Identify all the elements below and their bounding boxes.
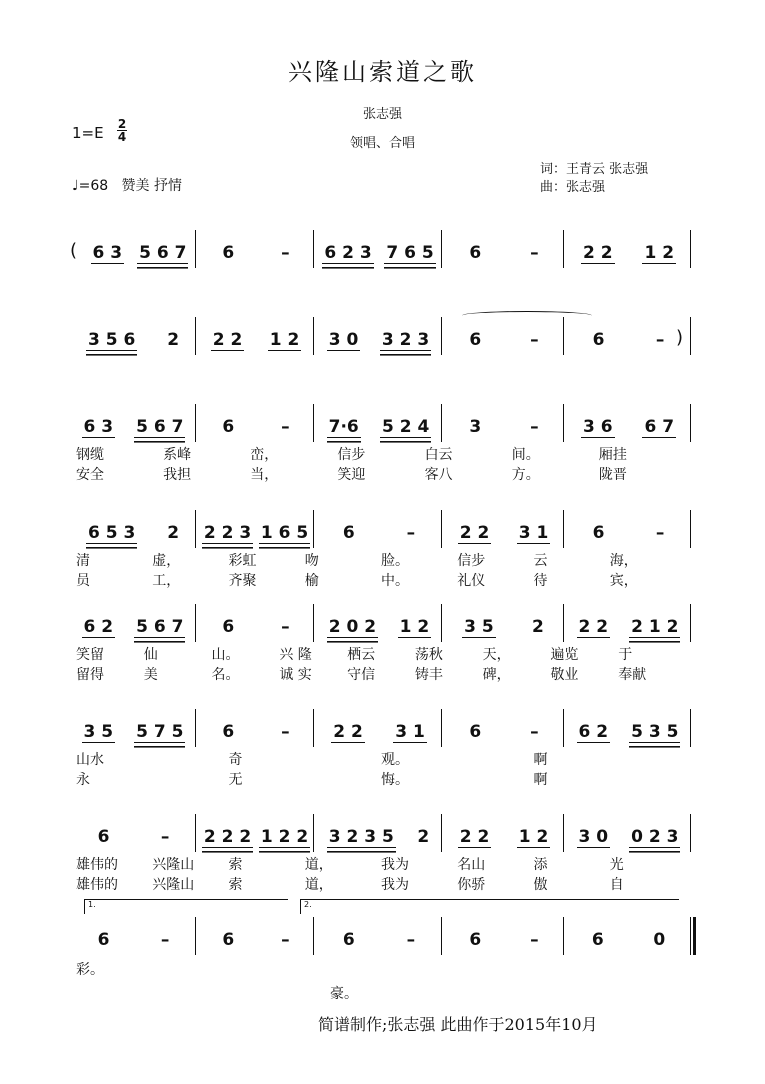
note-group: 6: [222, 722, 235, 742]
lyric-word: 观。: [381, 752, 409, 768]
key-signature: 1=E: [72, 124, 104, 142]
barline: [563, 709, 564, 747]
lyric-word: 客八: [424, 467, 453, 483]
note-group: 3 1: [395, 721, 425, 742]
note-group: –: [160, 930, 170, 950]
lyric-word: 索: [228, 877, 243, 893]
measure: [317, 612, 441, 642]
note-group: 6: [469, 330, 482, 350]
note-group: 6: [97, 930, 110, 950]
lyric-word: 雄伟的: [76, 877, 118, 893]
lyric-word: 雄伟的: [76, 857, 118, 873]
lyric-word: 兴 隆: [279, 647, 312, 663]
note-group: 2 2: [578, 616, 609, 637]
note-group: 6 2 3: [324, 242, 372, 263]
lyric-line: [0, 749, 765, 767]
measure: [317, 925, 441, 955]
note-group: 6 2: [578, 721, 609, 742]
lyric-word: 待: [533, 573, 548, 589]
barline: [563, 814, 564, 852]
lyric-word: 笑迎: [337, 467, 366, 483]
note-group: 3 6: [582, 416, 613, 437]
barline: [195, 510, 196, 548]
repeat-paren-close: ): [676, 327, 684, 348]
performance-style: 领唱、合唱: [349, 136, 415, 151]
lyric-word: 名。: [211, 667, 240, 683]
barline: [690, 404, 691, 442]
note-group: 6: [222, 243, 235, 263]
lyric-word: 铸丰: [414, 667, 443, 683]
measure: [72, 925, 195, 955]
measure: [567, 325, 690, 355]
lyric-word: 美: [143, 667, 158, 683]
notes-row: [0, 238, 765, 268]
barline: [313, 814, 314, 852]
tempo-marking: [72, 175, 182, 195]
measure: [72, 518, 195, 548]
lyric-line: [0, 664, 765, 682]
note-group: 2 2: [333, 721, 363, 742]
barline: [441, 317, 442, 355]
tie-curve: [462, 311, 592, 320]
lyric-word: 敬业: [550, 667, 579, 683]
measure: [72, 612, 195, 642]
measure: [199, 822, 313, 852]
notes-row: [0, 612, 765, 642]
music-credit: 曲：张志强: [540, 180, 606, 195]
note-group: 3 5 6: [87, 329, 136, 350]
lyric-word: 安全: [76, 467, 104, 483]
barline: [313, 604, 314, 642]
composer-name: 张志强: [362, 107, 402, 122]
measure: [567, 412, 690, 442]
note-group: –: [655, 330, 665, 350]
repeat-paren-open: (: [70, 240, 78, 261]
score-system: [0, 822, 765, 902]
lyric-word: 当，: [250, 467, 279, 483]
barline: [313, 917, 314, 955]
note-group: –: [530, 722, 539, 742]
barline: [563, 317, 564, 355]
lyric-word: 我担: [163, 467, 192, 483]
note-group: 6 3: [92, 242, 123, 263]
lyric-word: 间。: [511, 447, 540, 463]
note-group: 6: [591, 930, 604, 950]
measure: [72, 717, 195, 747]
note-group: –: [406, 930, 416, 950]
barline: [195, 917, 196, 955]
measure: [567, 925, 690, 955]
lyric-word: 海，: [609, 553, 638, 569]
measure: [445, 822, 563, 852]
note-group: 7 6 5: [386, 242, 434, 263]
barline: [313, 510, 314, 548]
note-group: 2 2 3: [203, 522, 252, 543]
note-group: 2 2: [459, 826, 490, 847]
lyric-word: 荡秋: [414, 647, 443, 663]
lyric-word: 奇: [228, 752, 243, 768]
measure: [567, 518, 690, 548]
lyric-word: 遍览: [550, 647, 579, 663]
barline: [195, 230, 196, 268]
lyric-word: 彩虹: [228, 553, 257, 569]
barline: [441, 917, 442, 955]
lyric-word: 笑留: [76, 647, 104, 663]
score-system: [0, 900, 765, 1005]
barline: [441, 814, 442, 852]
barline: [563, 230, 564, 268]
note-group: 3: [469, 417, 482, 437]
score-system: [0, 717, 765, 797]
measure: [199, 925, 313, 955]
barline: [195, 404, 196, 442]
note-group: 2 2: [212, 329, 243, 350]
lyric-word: 啊: [533, 752, 548, 768]
lyric-word: 厢挂: [598, 447, 627, 463]
lyric-word: 信步: [337, 447, 366, 463]
note-group: 6 7: [644, 416, 675, 437]
lyric-line: [0, 644, 765, 662]
lyric-word: 光: [609, 857, 624, 873]
lyric-word: 彩。: [76, 962, 104, 978]
lyric-word: 山。: [211, 647, 240, 663]
measure: [199, 325, 313, 355]
lyric-word: 留得: [76, 667, 104, 683]
note-group: 6: [592, 330, 605, 350]
measure: [84, 238, 195, 268]
time-signature: [117, 118, 127, 143]
measure: [445, 412, 563, 442]
measure: [199, 518, 313, 548]
lyric-word: 天，: [482, 647, 511, 663]
note-group: 6: [592, 523, 605, 543]
note-group: 3 2 3 5: [328, 826, 394, 847]
lyric-word: 系峰: [163, 447, 192, 463]
measure: [567, 612, 690, 642]
lyric-word: 兴隆山: [152, 857, 195, 873]
notes-row: [0, 412, 765, 442]
note-group: 2: [532, 617, 544, 637]
lyric-word: 云: [533, 553, 548, 569]
notes-row: [0, 325, 765, 355]
note-group: –: [160, 827, 170, 847]
note-group: 1 2: [399, 616, 430, 637]
lyric-line: [0, 983, 765, 1001]
lyric-word: 自: [609, 877, 624, 893]
note-group: 6: [222, 417, 235, 437]
lyricist-credit: 词：王青云 张志强: [540, 162, 649, 177]
barline: [195, 604, 196, 642]
note-group: 6: [97, 827, 110, 847]
measure: [445, 717, 563, 747]
lyric-line: [0, 959, 765, 977]
measure: [317, 518, 441, 548]
measure: [72, 822, 195, 852]
barline: [313, 709, 314, 747]
note-group: 6 5 3: [87, 522, 136, 543]
note-group: –: [281, 417, 290, 437]
note-group: 6: [222, 930, 235, 950]
measure: [317, 412, 441, 442]
score-system: [0, 518, 765, 598]
lyric-word: 索: [228, 857, 243, 873]
note-group: 6: [469, 243, 482, 263]
note-group: –: [530, 330, 539, 350]
measure: [445, 925, 563, 955]
lyric-word: 信步: [457, 553, 486, 569]
lyric-word: 你骄: [457, 877, 486, 893]
note-group: 6: [342, 930, 355, 950]
lyric-word: 无: [228, 772, 243, 788]
barline: [690, 814, 691, 852]
lyric-word: 道，: [304, 877, 333, 893]
barline: [690, 317, 691, 355]
note-group: 6 2: [83, 616, 114, 637]
note-group: 3 0: [578, 826, 609, 847]
lyric-line: [0, 550, 765, 568]
lyric-line: [0, 874, 765, 892]
time-bottom: 4: [117, 130, 127, 144]
barline: [563, 604, 564, 642]
lyric-line: [0, 444, 765, 462]
note-group: 5 3 5: [631, 721, 679, 742]
note-group: 5 6 7: [136, 616, 184, 637]
lyric-word: 宾，: [609, 573, 638, 589]
lyric-word: 山水: [76, 752, 104, 768]
lyric-word: 礼仪: [457, 573, 486, 589]
barline: [563, 917, 564, 955]
note-group: 1 2: [518, 826, 549, 847]
note-group: –: [281, 722, 290, 742]
barline: [195, 814, 196, 852]
measure: [317, 325, 441, 355]
lyric-word: 齐聚: [228, 573, 257, 589]
lyric-word: 虚，: [152, 553, 181, 569]
note-group: 3 5: [83, 721, 114, 742]
measure: [199, 238, 313, 268]
note-group: 5 6 7: [136, 416, 184, 437]
lyric-word: 永: [76, 772, 90, 788]
lyric-word: 悔。: [381, 772, 409, 788]
measure: [445, 518, 563, 548]
lyric-line: [0, 854, 765, 872]
note-group: –: [281, 243, 290, 263]
lyric-word: 奉献: [618, 667, 647, 683]
note-group: 1 2: [269, 329, 300, 350]
tempo-value: ♩=68: [72, 178, 109, 194]
lyric-word: 栖云: [347, 647, 376, 663]
volta-first: 1.: [84, 899, 288, 914]
note-group: 6 3: [83, 416, 114, 437]
note-group: 5 6 7: [139, 242, 187, 263]
note-group: 3 5: [464, 616, 494, 637]
measure: [72, 412, 195, 442]
lyric-line: [0, 464, 765, 482]
lyric-word: 方。: [511, 467, 540, 483]
lyric-word: 仙: [143, 647, 158, 663]
note-group: 0 2 3: [631, 826, 679, 847]
measure: [445, 325, 563, 355]
lyric-word: 豪。: [330, 986, 358, 1002]
note-group: 6: [469, 722, 482, 742]
lyric-word: 陇晋: [598, 467, 627, 483]
barline: [441, 709, 442, 747]
lyric-word: 添: [533, 857, 548, 873]
score-system: [0, 412, 765, 492]
lyric-line: [0, 570, 765, 588]
lyric-word: 榆: [304, 573, 319, 589]
barline: [563, 510, 564, 548]
note-group: 0: [653, 930, 666, 950]
lyric-word: 于: [618, 647, 633, 663]
measure: [317, 822, 441, 852]
lyric-word: 碑，: [482, 667, 511, 683]
lyric-word: 员: [76, 573, 90, 589]
measure: [567, 822, 690, 852]
barline: [690, 917, 696, 955]
footer-credit: 简谱制作;张志强 此曲作于2015年10月: [318, 1015, 598, 1034]
note-group: 2: [167, 523, 180, 543]
note-group: 5 7 5: [136, 721, 184, 742]
song-title: 兴隆山索道之歌: [288, 58, 477, 86]
measure: [199, 612, 313, 642]
note-group: 6: [469, 930, 482, 950]
note-group: 3 1: [518, 522, 549, 543]
barline: [441, 404, 442, 442]
lyric-line: [0, 769, 765, 787]
measure: [317, 717, 441, 747]
note-group: 3 2 3: [381, 329, 430, 350]
lyric-word: 白云: [424, 447, 453, 463]
lyric-word: 清: [76, 553, 90, 569]
lyric-word: 道，: [304, 857, 333, 873]
lyric-word: 傲: [533, 877, 548, 893]
barline: [313, 404, 314, 442]
note-group: 2 1 2: [631, 616, 679, 637]
measure: [72, 325, 195, 355]
barline: [441, 510, 442, 548]
lyric-word: 中。: [381, 573, 409, 589]
note-group: –: [655, 523, 665, 543]
note-group: 2: [167, 330, 180, 350]
note-group: –: [281, 930, 290, 950]
score-system: [0, 612, 765, 692]
expression-text: 赞美 抒情: [121, 178, 182, 194]
note-group: –: [530, 417, 539, 437]
lyric-word: 兴隆山: [152, 877, 195, 893]
barline: [690, 510, 691, 548]
score-system: [0, 238, 765, 318]
lyric-word: 我为: [381, 877, 409, 893]
note-group: –: [406, 523, 416, 543]
note-group: 1 6 5: [260, 522, 309, 543]
note-group: 5 2 4: [382, 416, 430, 437]
lyric-word: 守信: [347, 667, 376, 683]
note-group: 2 0 2: [328, 616, 377, 637]
score-system: [0, 325, 765, 405]
note-group: 6: [342, 523, 355, 543]
barline: [690, 604, 691, 642]
note-group: 3 0: [328, 329, 359, 350]
note-group: 6: [222, 617, 235, 637]
barline: [313, 317, 314, 355]
lyric-word: 钢缆: [76, 447, 104, 463]
measure: [567, 238, 690, 268]
lyric-word: 脸。: [381, 553, 409, 569]
note-group: 2: [417, 827, 430, 847]
note-group: 7·6: [328, 416, 359, 437]
note-group: –: [530, 930, 539, 950]
barline: [441, 230, 442, 268]
barline: [313, 230, 314, 268]
notes-row: [0, 925, 765, 955]
note-group: 2 2 2: [203, 826, 252, 847]
measure: [199, 717, 313, 747]
lyric-word: 诚 实: [279, 667, 312, 683]
measure: [445, 612, 563, 642]
note-group: 2 2: [459, 522, 490, 543]
notes-row: [0, 717, 765, 747]
lyric-word: 峦，: [250, 447, 279, 463]
barline: [441, 604, 442, 642]
lyric-word: 啊: [533, 772, 548, 788]
barline: [690, 230, 691, 268]
measure: [317, 238, 441, 268]
lyric-word: 我为: [381, 857, 409, 873]
barline: [563, 404, 564, 442]
lyric-word: 名山: [457, 857, 486, 873]
barline: [690, 709, 691, 747]
time-top: 2: [117, 117, 127, 131]
measure: [445, 238, 563, 268]
barline: [195, 709, 196, 747]
measure: [199, 412, 313, 442]
note-group: –: [281, 617, 290, 637]
note-group: –: [530, 243, 539, 263]
note-group: 1 2 2: [260, 826, 309, 847]
lyric-word: 工，: [152, 573, 181, 589]
lyric-word: 吻: [304, 553, 319, 569]
note-group: 2 2: [582, 242, 613, 263]
note-group: 1 2: [644, 242, 675, 263]
notes-row: [0, 822, 765, 852]
volta-second: 2.: [300, 899, 679, 914]
measure: [567, 717, 690, 747]
barline: [195, 317, 196, 355]
notes-row: [0, 518, 765, 548]
